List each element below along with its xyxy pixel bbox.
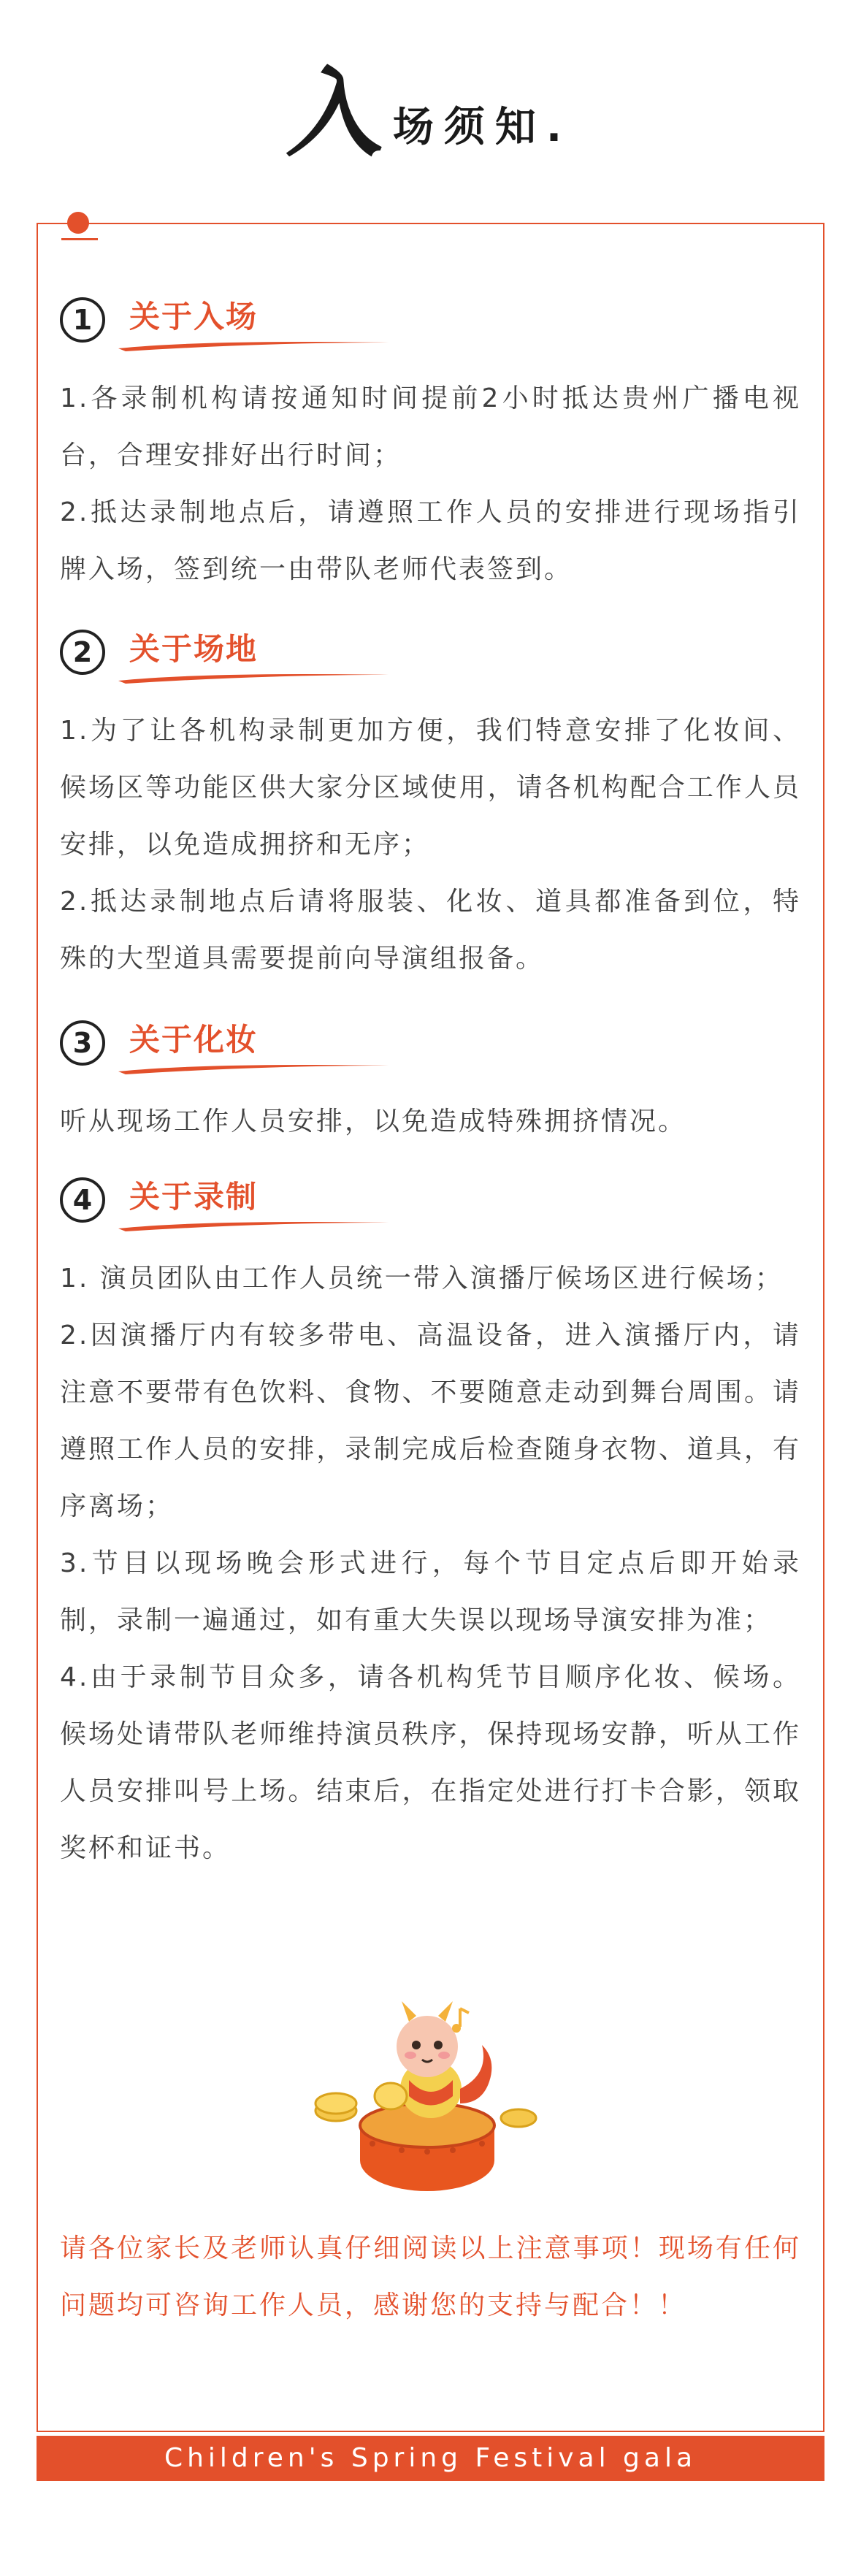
brush-underline-icon — [118, 1218, 389, 1231]
frame-dot-decoration — [67, 212, 89, 234]
brush-underline-icon — [118, 338, 389, 351]
page-title-big-char: 入 — [283, 58, 391, 170]
section-header — [60, 288, 801, 354]
section-paragraph: 2.抵达录制地点后，请遵照工作人员的安排进行现场指引牌入场，签到统一由带队老师代表签到。 — [60, 497, 801, 584]
section-paragraph: 听从现场工作人员安排，以免造成特殊拥挤情况。 — [60, 1107, 687, 1136]
section-paragraph: 2.抵达录制地点后请将服装、化妆、道具都准备到位，特殊的大型道具需要提前向导演组报备。 — [60, 887, 801, 974]
section-number-badge: 3 — [60, 1020, 105, 1066]
section-paragraph: 1.各录制机构请按通知时间提前2小时抵达贵州广播电视台，合理安排好出行时间； — [60, 383, 801, 470]
footer-banner: Children's Spring Festival gala — [37, 2436, 824, 2481]
dragon-mascot-icon — [307, 1994, 540, 2198]
brush-underline-icon — [118, 670, 389, 684]
page-title — [0, 58, 861, 175]
section-recording — [60, 1169, 801, 1877]
section-venue — [60, 621, 801, 987]
section-paragraph: 2.因演播厅内有较多带电、高温设备，进入演播厅内，请注意不要带有色饮料、食物、不要随意走动到舞台周围。请遵照工作人员的安排，录制完成后检查随身衣物、道具，有序离场； — [60, 1321, 801, 1521]
section-number-badge: 1 — [60, 297, 105, 343]
section-title: 关于入场 — [129, 299, 259, 335]
closing-notice: 请各位家长及老师认真仔细阅读以上注意事项！现场有任何问题均可咨询工作人员，感谢您的支持与配合！！ — [60, 2233, 801, 2320]
section-paragraph: 1.为了让各机构录制更加方便，我们特意安排了化妆间、候场区等功能区供大家分区域使用，请各机构配合工作人员安排，以免造成拥挤和无序； — [60, 716, 801, 860]
section-paragraph: 1. 演员团队由工作人员统一带入演播厅候场区进行候场； — [60, 1264, 784, 1293]
section-title: 关于录制 — [129, 1179, 259, 1215]
brush-underline-icon — [118, 1061, 389, 1074]
section-paragraph: 4.由于录制节目众多，请各机构凭节目顺序化妆、候场。候场处请带队老师维持演员秩序，保持现场安静，听从工作人员安排叫号上场。结束后，在指定处进行打卡合影，领取奖杯和证书。 — [60, 1662, 801, 1863]
section-title: 关于化妆 — [129, 1022, 259, 1058]
section-makeup — [60, 1012, 801, 1150]
section-header — [60, 1012, 801, 1077]
section-number-badge: 4 — [60, 1177, 105, 1223]
page-title-rest: 场须知. — [392, 104, 573, 151]
section-paragraph: 3.节目以现场晚会形式进行，每个节目定点后即开始录制，录制一遍通过，如有重大失误以现场导演安排为准； — [60, 1548, 801, 1635]
frame-tick-decoration — [61, 238, 98, 240]
section-title: 关于场地 — [129, 631, 259, 667]
section-number-badge: 2 — [60, 630, 105, 675]
section-header — [60, 1169, 801, 1234]
section-entry — [60, 288, 801, 598]
section-header — [60, 621, 801, 687]
